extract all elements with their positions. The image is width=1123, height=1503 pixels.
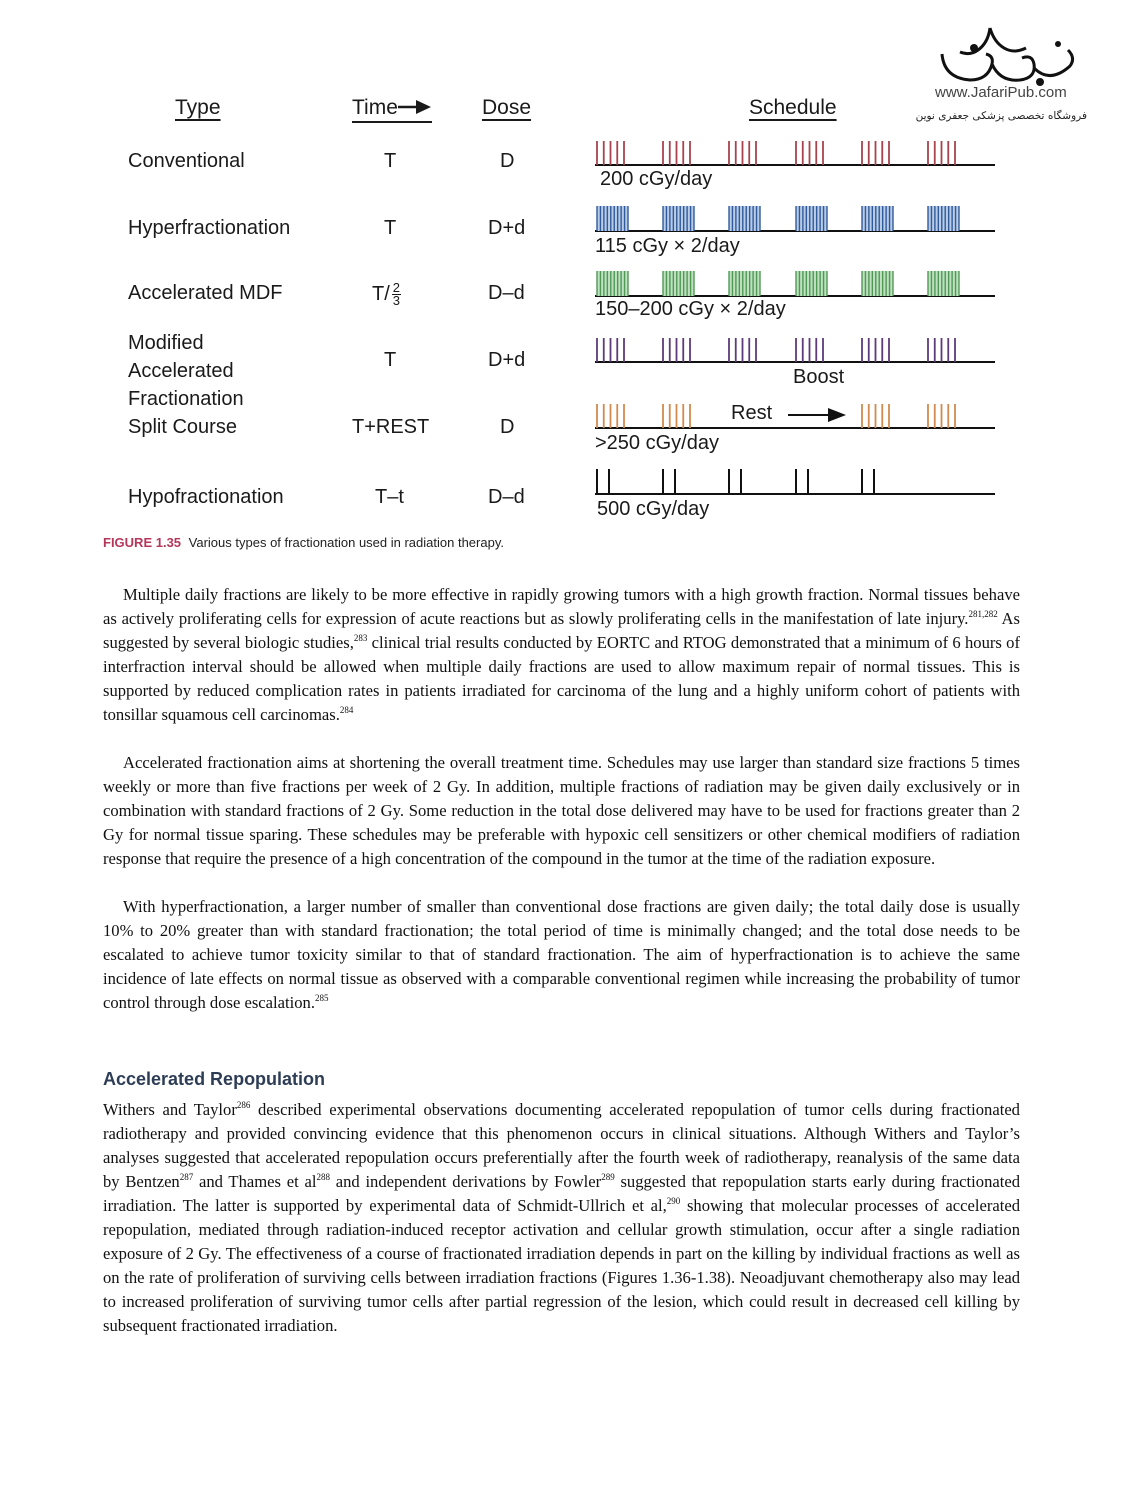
- header-type: Type: [175, 96, 221, 119]
- publisher-tagline: فروشگاه تخصصی پزشکی جعفری نوین: [915, 110, 1087, 122]
- row-time-accelerated-mdf: [372, 282, 401, 307]
- arrow-right-icon: [398, 99, 432, 115]
- citation: 289: [601, 1172, 615, 1182]
- row-type-maf-line3: Fractionation: [128, 388, 244, 410]
- paragraph-accelerated-repopulation: Withers and Taylor$^{286}$ described experimental observations documenting accelerated repopulation of tumor cells during fractionated radiotherapy and provided convincing evidence that this phenomenon occurs in clinical situations. Although Withers and Taylor’s analyses suggested that accelerated repopulation occurs preferentially after the fourth week of radiotherapy, reanalysis of the same data by Bentzen$^{287}$ and Thames et $al^{288}$ and independent derivations by Fowler$^{289}$ suggested that repopulation starts early during fractionated irradiation. The latter is supported by experimental data of Schmidt-Ullrich et al,$^{290}$ showing that molecular processes of accelerated repopulation, mediated through radiation-induced receptor activation and cellular growth stimulation, occur after a single radiation exposure of 2 Gy. The effectiveness of a course of fractionated irradiation depends in part on the killing by individual fractions as well as on the rate of proliferation of surviving cells between irradiation fractions (Figures 1.36-1.38). Neoadjuvant chemotherapy also may lead to increased proliferation of surviving tumor cells after partial regression of the lesion, which could result in decreased cell killing by subsequent fractionated irradiation.: [103, 1100, 1020, 1335]
- time-prefix: T/: [372, 282, 390, 305]
- citation: 287: [179, 1172, 194, 1182]
- row-time-hypofractionation: T–t: [375, 486, 404, 508]
- paragraph-accelerated-fractionation: Accelerated fractionation aims at shortening the overall treatment time. Schedules may use larger than standard size fractions 5 times weekly or more than five fractions per week of 2 Gy. In addition, multiple fractions of radiation may be given daily exclusively or in combination with standard fractions of 2 Gy. Some reduction in the total dose delivered may have to be used for fractions greater than 2 Gy for normal tissue sparing. These schedules may be preferable with hypoxic cell sensitizers or other chemical modifiers of radiation response that require the presence of a high concentration of the compound in the tumor at the time of the radiation exposure.: [103, 753, 1020, 868]
- figure-caption-text: Various types of fractionation used in radiation therapy.: [188, 535, 504, 550]
- schedule-label-accelerated-mdf: 150–200 cGy × 2/day: [595, 298, 786, 320]
- row-time-hyperfractionation: T: [384, 217, 397, 239]
- row-type-maf-line1: Modified: [128, 332, 204, 354]
- paragraph-hyperfractionation: With hyperfractionation, a larger number of smaller than conventional dose fractions are given daily; the total daily dose is usually 10% to 20% greater than with standard fractionation; the total period of time is minimally changed; and the total dose needs to be escalated to achieve tumor toxicity similar to that of standard fractionation. The aim of hyperfractionation is to achieve the same incidence of late effects on normal tissue as observed with a comparable conventional regimen while increasing the probability of tumor control through dose escalation.$^{285}$: [103, 897, 1020, 1012]
- schedule-label-boost: Boost: [793, 366, 845, 388]
- header-time: [352, 96, 432, 123]
- row-type-hypofractionation: Hypofractionation: [128, 486, 284, 508]
- citation: 286: [236, 1100, 251, 1110]
- header-schedule: Schedule: [749, 96, 837, 119]
- schedule-label-hyperfractionation: 115 cGy × 2/day: [595, 235, 740, 257]
- citation: 281,282: [968, 609, 998, 619]
- row-time-split-course: T+REST: [352, 416, 430, 438]
- schedule-label-split-course: >250 cGy/day: [595, 432, 719, 454]
- schedule-label-hypofractionation: 500 cGy/day: [597, 498, 710, 520]
- row-type-conventional: Conventional: [128, 150, 245, 172]
- row-time-maf: T: [384, 349, 397, 371]
- row-type-split-course: Split Course: [128, 416, 237, 438]
- citation: 285: [314, 993, 329, 1003]
- figure-caption: [103, 535, 504, 550]
- row-dose-accelerated-mdf: D–d: [488, 282, 525, 304]
- row-time-conventional: T: [384, 150, 397, 172]
- row-dose-maf: D+d: [488, 349, 526, 371]
- header-time-label: Time: [352, 96, 398, 119]
- figure-label: FIGURE 1.35: [103, 535, 182, 550]
- row-dose-hypofractionation: D–d: [488, 486, 525, 508]
- schedule-rest-label: Rest: [731, 402, 773, 424]
- citation: 290: [666, 1196, 681, 1206]
- row-type-maf-line2: Accelerated: [128, 360, 234, 382]
- citation: 284: [339, 705, 354, 715]
- row-dose-hyperfractionation: D+d: [488, 217, 526, 239]
- citation: 283: [353, 633, 368, 643]
- fractionation-schedule-diagram: [590, 130, 1000, 510]
- row-type-hyperfractionation: Hyperfractionation: [128, 217, 291, 239]
- schedule-label-conventional: 200 cGy/day: [600, 168, 713, 190]
- time-fraction: $\frac{2}{3}$: [392, 280, 401, 308]
- citation: 288: [316, 1172, 330, 1182]
- row-dose-conventional: D: [500, 150, 515, 172]
- row-type-accelerated-mdf: Accelerated MDF: [128, 282, 283, 304]
- row-dose-split-course: D: [500, 416, 515, 438]
- paragraph-multiple-daily-fractions: Multiple daily fractions are likely to be more effective in rapidly growing tumors with a high growth fraction. Normal tissues behave as actively proliferating cells for expression of acute reactions but as slowly proliferating cells in the manifestation of late injury.$^{281,282}$ As suggested by several biologic studies,$^{283}$ clinical trial results conducted by EORTC and RTOG demonstrated that a minimum of 6 hours of interfraction interval should be allowed when multiple daily fractions are used to allow maximum repair of normal tissues. This is supported by reduced complication rates in patients irradiated for carcinoma of the lung and a highly uniform cohort of patients with tonsillar squamous cell carcinomas.$^{284}$: [103, 585, 1020, 724]
- publisher-url: www.JafariPub.com: [935, 84, 1067, 101]
- section-heading: Accelerated Repopulation: [103, 1069, 326, 1089]
- header-dose: Dose: [482, 96, 532, 119]
